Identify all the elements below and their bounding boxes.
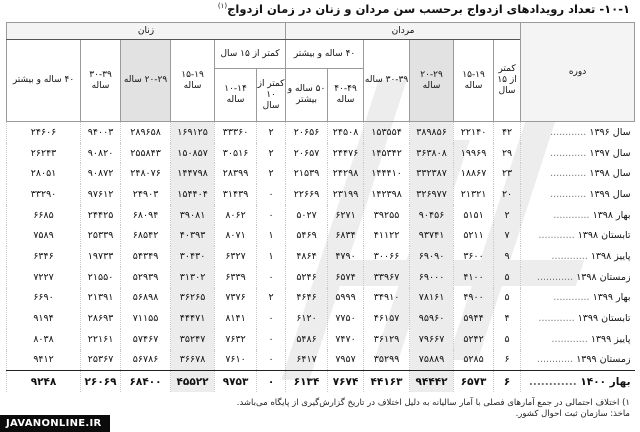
value-cell: ۵	[494, 267, 521, 288]
value-cell: ۵۴۶۹	[286, 225, 328, 246]
period-label: سال ۱۳۹۷	[589, 147, 631, 159]
value-cell: ۳۰۵۱۶	[215, 143, 257, 164]
title-footnote-marker: (۱)	[217, 2, 228, 11]
value-cell: ۲	[494, 205, 521, 226]
value-cell: ۵	[494, 288, 521, 309]
value-cell: ۶۶۸۵	[7, 205, 81, 226]
leader-dots: ............	[536, 271, 574, 283]
table-row	[7, 246, 635, 267]
value-cell: ۸۰۶۲	[215, 205, 257, 226]
value-cell: ۹	[494, 246, 521, 267]
table-row	[7, 371, 635, 392]
value-cell: ۴۷۹۰	[328, 246, 364, 267]
value-cell: ۵۶۷۸۶	[121, 350, 171, 371]
value-cell: ۲۱۵۵۰	[81, 267, 121, 288]
value-cell: ۷	[494, 225, 521, 246]
value-cell: ۲۳۱۹۹	[328, 184, 364, 205]
value-cell: ۳۵۲۹۹	[364, 350, 410, 371]
women-10-14-header: ۱۰-۱۴ ساله	[215, 69, 257, 122]
value-cell: ۰	[257, 371, 286, 392]
value-cell: ۴۸۶۴	[286, 246, 328, 267]
period-label: بهار ۱۳۹۹	[592, 292, 631, 304]
value-cell: ۲۸۶۹۳	[81, 308, 121, 329]
period-cell	[521, 246, 635, 267]
value-cell: ۵۲۴۶	[286, 267, 328, 288]
value-cell: ۱۹۷۳۳	[81, 246, 121, 267]
value-cell: ۳۱۳۰۲	[171, 267, 215, 288]
men-40plus-header: ۴۰ ساله و بیشتر	[286, 40, 364, 69]
footnotes	[237, 398, 630, 420]
value-cell: ۲	[257, 163, 286, 184]
leader-dots: ............	[551, 333, 588, 345]
value-cell: ۳۹۲۵۵	[364, 205, 410, 226]
value-cell: ۲۳	[494, 163, 521, 184]
value-cell: ۲۴۲۹۸	[328, 163, 364, 184]
men-40-49-header: ۴۰-۴۹ ساله	[328, 69, 364, 122]
period-label: زمستان ۱۳۹۸	[576, 271, 631, 283]
value-cell: ۳۶۶۷۸	[171, 350, 215, 371]
value-cell: ۳۵۲۴۷	[171, 329, 215, 350]
value-cell: ۶۶۹۰	[7, 288, 81, 309]
value-cell: ۸۱۴۱	[215, 308, 257, 329]
value-cell: ۳۶۰۰	[454, 246, 494, 267]
value-cell: ۵۹۴۴	[454, 308, 494, 329]
value-cell: ۴۹۰۰	[454, 288, 494, 309]
value-cell: ۶۴۱۷	[286, 350, 328, 371]
value-cell: ۶۸۳۴	[328, 225, 364, 246]
value-cell: ۶۳۲۷	[215, 246, 257, 267]
value-cell: ۰	[257, 329, 286, 350]
value-cell: ۷۹۶۶۷	[410, 329, 454, 350]
women-group-header: زنان	[7, 23, 286, 40]
value-cell: ۷۶۷۴	[328, 371, 364, 392]
value-cell: ۶۳۳۹	[215, 267, 257, 288]
value-cell: ۹۰۸۷۲	[81, 163, 121, 184]
period-cell	[521, 350, 635, 371]
value-cell: ۲۴۸۰۷۶	[121, 163, 171, 184]
value-cell: ۹۲۴۸	[7, 371, 81, 392]
value-cell: ۳۶۲۶۵	[171, 288, 215, 309]
value-cell: ۶۸۴۰۰	[121, 371, 171, 392]
value-cell: ۲۴۶۰۶	[7, 122, 81, 143]
women-under10-header: کمتر از ۱۰ سال	[257, 69, 286, 122]
value-cell: ۲۴۴۷۶	[328, 143, 364, 164]
period-cell	[521, 143, 635, 164]
value-cell: ۴۴۴۷۱	[171, 308, 215, 329]
value-cell: ۶	[494, 350, 521, 371]
value-cell: ۶۳۴۶	[7, 246, 81, 267]
table-row	[7, 122, 635, 143]
value-cell: ۷۳۷۶	[215, 288, 257, 309]
value-cell: ۲۵۵۸۴۳	[121, 143, 171, 164]
value-cell: ۲۸۰۵۱	[7, 163, 81, 184]
value-cell: ۷۱۱۵۵	[121, 308, 171, 329]
table-title	[218, 2, 630, 16]
value-cell: ۶	[494, 371, 521, 392]
period-label: سال ۱۳۹۹	[589, 188, 631, 200]
table-row	[7, 205, 635, 226]
value-cell: ۲۲۱۶۱	[81, 329, 121, 350]
value-cell: ۳۰۴۳۰	[171, 246, 215, 267]
period-label: بهار ۱۴۰۰	[580, 375, 631, 388]
value-cell: ۴۴۱۶۳	[364, 371, 410, 392]
leader-dots: ............	[536, 354, 574, 366]
value-cell: ۲	[257, 143, 286, 164]
value-cell: ۵۶۸۹۸	[121, 288, 171, 309]
value-cell: ۵۰۲۷	[286, 205, 328, 226]
value-cell: ۲۲۶۶۹	[286, 184, 328, 205]
value-cell: ۵۲۴۲	[454, 329, 494, 350]
value-cell: ۶۸۵۴۲	[121, 225, 171, 246]
value-cell: ۲۰۶۵۶	[286, 122, 328, 143]
value-cell: ۶۲۷۱	[328, 205, 364, 226]
value-cell: ۳۱۴۳۹	[215, 184, 257, 205]
men-15-19-header: ۱۵-۱۹ ساله	[454, 40, 494, 122]
value-cell: ۱۸۸۶۷	[454, 163, 494, 184]
value-cell: ۲۴۵۰۸	[328, 122, 364, 143]
value-cell: ۶۱۳۴	[286, 371, 328, 392]
value-cell: ۱۵۴۴۰۴	[171, 184, 215, 205]
value-cell: ۵۲۸۵	[454, 350, 494, 371]
value-cell: ۵۹۹۹	[328, 288, 364, 309]
table-body	[7, 122, 635, 392]
value-cell: ۷۴۷۰	[328, 329, 364, 350]
value-cell: ۹۴۰۰۳	[81, 122, 121, 143]
value-cell: ۶۹۰۰۰	[410, 267, 454, 288]
period-cell	[521, 205, 635, 226]
value-cell: ۹۴۱۲	[7, 350, 81, 371]
period-cell	[521, 329, 635, 350]
women-15-19-header: ۱۵-۱۹ ساله	[171, 40, 215, 122]
period-label: بهار ۱۳۹۸	[592, 209, 631, 221]
value-cell: ۳۴۹۱۰	[364, 288, 410, 309]
value-cell: ۹۷۶۱۲	[81, 184, 121, 205]
period-label: پاییز ۱۳۹۹	[590, 333, 631, 345]
value-cell: ۳۲۶۹۷۷	[410, 184, 454, 205]
value-cell: ۵۴۳۴۹	[121, 246, 171, 267]
table-row	[7, 143, 635, 164]
value-cell: ۲۵۳۳۹	[81, 225, 121, 246]
period-cell	[521, 371, 635, 392]
value-cell: ۸۰۳۸	[7, 329, 81, 350]
value-cell: ۱۴۴۴۱۰	[364, 163, 410, 184]
value-cell: ۶۸۰۹۴	[121, 205, 171, 226]
data-table-container	[6, 22, 634, 398]
value-cell: ۲۱۳۲۱	[454, 184, 494, 205]
period-cell	[521, 122, 635, 143]
value-cell: ۶۵۷۳	[454, 371, 494, 392]
value-cell: ۳۰۰۶۶	[364, 246, 410, 267]
women-40plus-header: ۴۰ ساله و بیشتر	[7, 40, 81, 122]
value-cell: ۳۶۱۲۹	[364, 329, 410, 350]
value-cell: ۵	[494, 329, 521, 350]
table-row	[7, 329, 635, 350]
value-cell: ۰	[257, 350, 286, 371]
women-20-29-header: ۲۰-۲۹ ساله	[121, 40, 171, 122]
value-cell: ۵۲۹۳۹	[121, 267, 171, 288]
value-cell: ۱۹۹۶۹	[454, 143, 494, 164]
period-cell	[521, 267, 635, 288]
men-20-29-header: ۲۰-۲۹ ساله	[410, 40, 454, 122]
leader-dots: ............	[550, 147, 587, 159]
value-cell: ۶۱۲۰	[286, 308, 328, 329]
value-cell: ۳۳۳۶۰	[215, 122, 257, 143]
value-cell: ۶۵۷۴	[328, 267, 364, 288]
leader-dots: ............	[550, 188, 587, 200]
value-cell: ۱۴۴۷۹۸	[171, 163, 215, 184]
leader-dots: ............	[538, 313, 575, 325]
value-cell: ۴۶۱۵۷	[364, 308, 410, 329]
period-label: سال ۱۳۹۶	[589, 126, 631, 138]
value-cell: ۳۳۹۶۷	[364, 267, 410, 288]
value-cell: ۴۶۴۶	[286, 288, 328, 309]
table-title-text: ۱۰-۱- تعداد رویدادهای ازدواج برحسب سن مردان و زنان در زمان ازدواج	[227, 2, 630, 16]
value-cell: ۰	[257, 184, 286, 205]
value-cell: ۴۲	[494, 122, 521, 143]
value-cell: ۱	[257, 225, 286, 246]
men-under15-header: کمتر از ۱۵ سال	[494, 40, 521, 122]
table-row	[7, 225, 635, 246]
value-cell: ۴۰۳۹۳	[171, 225, 215, 246]
table-row	[7, 184, 635, 205]
value-cell: ۷۷۵۰	[328, 308, 364, 329]
value-cell: ۷۹۵۷	[328, 350, 364, 371]
value-cell: ۳۹۰۸۱	[171, 205, 215, 226]
value-cell: ۰	[257, 205, 286, 226]
value-cell: ۹۰۸۲۰	[81, 143, 121, 164]
value-cell: ۷۶۳۲	[215, 329, 257, 350]
value-cell: ۷۵۸۹	[7, 225, 81, 246]
value-cell: ۲۶۲۴۳	[7, 143, 81, 164]
value-cell: ۹۳۷۴۱	[410, 225, 454, 246]
value-cell: ۴۱۱۲۲	[364, 225, 410, 246]
value-cell: ۵۷۴۶۷	[121, 329, 171, 350]
site-logo: JAVANONLINE.IR	[0, 415, 110, 432]
value-cell: ۰	[257, 308, 286, 329]
leader-dots: ............	[550, 126, 587, 138]
value-cell: ۹۴۴۴۲	[410, 371, 454, 392]
value-cell: ۲۴۹۰۳	[121, 184, 171, 205]
value-cell: ۲۲۱۴۰	[454, 122, 494, 143]
men-30-39-header: ۳۰-۳۹ ساله	[364, 40, 410, 122]
period-cell	[521, 225, 635, 246]
period-cell	[521, 184, 635, 205]
leader-dots: ............	[553, 209, 590, 221]
value-cell: ۷۸۱۶۱	[410, 288, 454, 309]
value-cell: ۲۱۵۳۹	[286, 163, 328, 184]
value-cell: ۲۱۳۹۱	[81, 288, 121, 309]
table-row	[7, 163, 635, 184]
value-cell: ۶۹۰۹۰	[410, 246, 454, 267]
table-row	[7, 288, 635, 309]
value-cell: ۹۱۹۴	[7, 308, 81, 329]
period-cell	[521, 163, 635, 184]
leader-dots: ............	[528, 375, 577, 388]
value-cell: ۷۲۲۷	[7, 267, 81, 288]
value-cell: ۵۲۱۱	[454, 225, 494, 246]
value-cell: ۱۴۵۳۴۲	[364, 143, 410, 164]
men-group-header: مردان	[286, 23, 521, 40]
value-cell: ۵۱۵۱	[454, 205, 494, 226]
men-50plus-header: ۵۰ ساله و بیشتر	[286, 69, 328, 122]
value-cell: ۱۵۰۸۵۷	[171, 143, 215, 164]
period-label: زمستان ۱۳۹۹	[576, 354, 631, 366]
value-cell: ۳۸۹۸۵۶	[410, 122, 454, 143]
women-under15-header: کمتر از ۱۵ سال	[215, 40, 286, 69]
marriage-table	[6, 22, 635, 392]
value-cell: ۱۴۲۳۹۸	[364, 184, 410, 205]
leader-dots: ............	[551, 250, 588, 262]
value-cell: ۳۳۲۹۰	[7, 184, 81, 205]
period-label: تابستان ۱۳۹۹	[577, 313, 631, 325]
value-cell: ۵۴۸۶	[286, 329, 328, 350]
value-cell: ۷۵۸۸۹	[410, 350, 454, 371]
period-label: سال ۱۳۹۸	[589, 168, 631, 180]
period-cell	[521, 308, 635, 329]
value-cell: ۳۳۲۳۸۷	[410, 163, 454, 184]
value-cell: ۹۷۵۳	[215, 371, 257, 392]
table-row	[7, 308, 635, 329]
period-cell	[521, 288, 635, 309]
value-cell: ۱	[257, 246, 286, 267]
value-cell: ۲۶۰۶۹	[81, 371, 121, 392]
value-cell: ۲۰	[494, 184, 521, 205]
period-label: پاییز ۱۳۹۸	[590, 250, 631, 262]
value-cell: ۹۰۴۵۶	[410, 205, 454, 226]
period-header: دوره	[521, 23, 635, 122]
footnote-1: ۱) اختلاف احتمالی در جمع آمارهای فصلی با آمار سالیانه به دلیل اختلاف در تاریخ گزارش‌گیری از پایگاه می‌باشد.	[236, 398, 630, 408]
value-cell: ۸۰۷۱	[215, 225, 257, 246]
value-cell: ۴	[494, 308, 521, 329]
value-cell: ۰	[257, 267, 286, 288]
value-cell: ۲۴۴۲۵	[81, 205, 121, 226]
value-cell: ۲۵۳۶۷	[81, 350, 121, 371]
leader-dots: ............	[550, 168, 587, 180]
value-cell: ۲۸۳۹۹	[215, 163, 257, 184]
value-cell: ۱۶۹۱۲۵	[171, 122, 215, 143]
value-cell: ۴۱۰۰	[454, 267, 494, 288]
leader-dots: ............	[553, 292, 590, 304]
value-cell: ۲۹	[494, 143, 521, 164]
footnote-source: ماخذ: سازمان ثبت احوال کشور.	[515, 409, 630, 419]
value-cell: ۲۸۹۶۵۸	[121, 122, 171, 143]
value-cell: ۱۵۳۵۵۴	[364, 122, 410, 143]
value-cell: ۲۰۶۵۷	[286, 143, 328, 164]
value-cell: ۲	[257, 288, 286, 309]
women-30-39-header: ۳۰-۳۹ ساله	[81, 40, 121, 122]
value-cell: ۳۶۳۸۰۸	[410, 143, 454, 164]
table-row	[7, 350, 635, 371]
value-cell: ۹۵۹۶۰	[410, 308, 454, 329]
value-cell: ۴۵۵۲۲	[171, 371, 215, 392]
period-label: تابستان ۱۳۹۸	[577, 230, 631, 242]
value-cell: ۷۶۱۰	[215, 350, 257, 371]
table-row	[7, 267, 635, 288]
value-cell: ۲	[257, 122, 286, 143]
leader-dots: ............	[538, 230, 575, 242]
